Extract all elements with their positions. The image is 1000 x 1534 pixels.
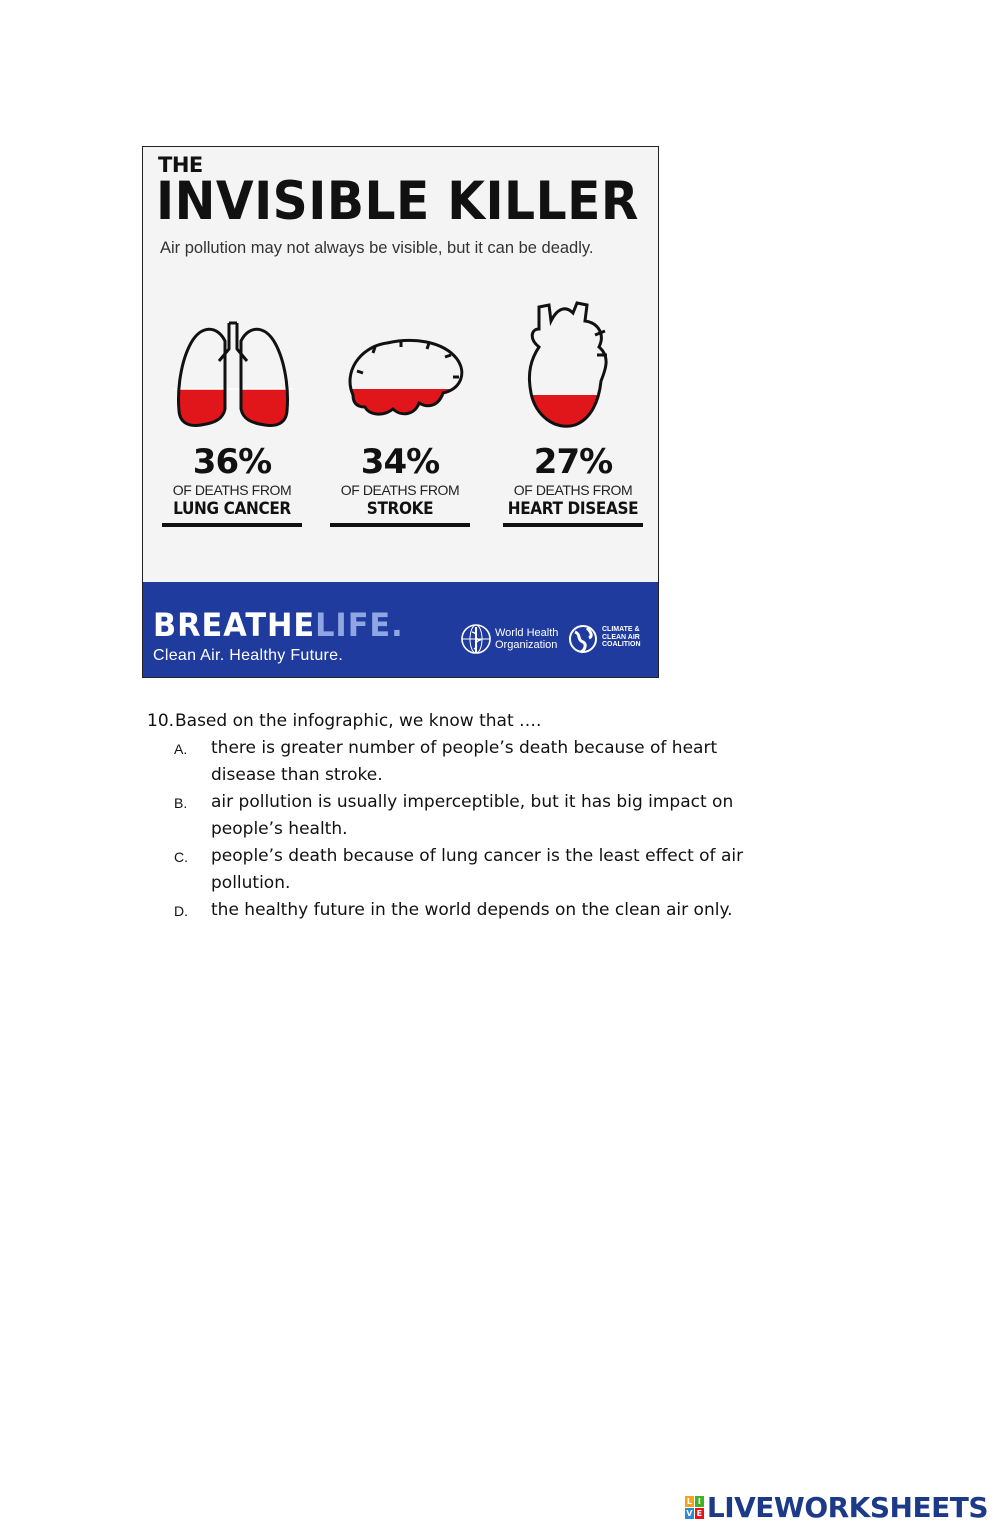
- stat-percent: 34%: [360, 442, 440, 482]
- stat-underline: [162, 523, 302, 527]
- ccac-globe-icon: [567, 622, 599, 656]
- option-letter: C.: [174, 849, 188, 865]
- liveworksheets-text: LIVEWORKSHEETS: [706, 1491, 988, 1524]
- stat-lung-cancer: [157, 442, 307, 527]
- who-label: World Health Organization: [495, 627, 559, 651]
- option-letter: B.: [174, 795, 188, 811]
- lungs-icon: [173, 319, 293, 431]
- option-d[interactable]: [174, 897, 787, 925]
- ccac-label: CLIMATE & CLEAN AIR COALITION: [602, 626, 641, 648]
- who-emblem-icon: [459, 622, 493, 656]
- stat-underline: [503, 523, 643, 527]
- stat-cause: STROKE: [366, 499, 434, 519]
- liveworksheets-grid-icon: L I V E: [686, 1497, 703, 1518]
- option-b[interactable]: [174, 789, 787, 843]
- infographic-subtitle: Air pollution may not always be visible, but it can be deadly.: [160, 239, 594, 257]
- stat-stroke: [325, 442, 475, 527]
- stat-percent: 27%: [533, 442, 613, 482]
- stat-underline: [330, 523, 470, 527]
- question-text: Based on the infographic, we know that ….: [175, 711, 542, 731]
- stat-cause: LUNG CANCER: [173, 499, 291, 519]
- question-stem: [147, 708, 787, 735]
- option-text: people’s death because of lung cancer is the least effect of air pollution.: [211, 846, 744, 893]
- breathelife-logo: BREATHELIFE.: [153, 606, 404, 644]
- question-10: [147, 708, 787, 925]
- stat-caption: OF DEATHS FROM: [172, 482, 292, 498]
- liveworksheets-logo[interactable]: [685, 1491, 988, 1524]
- infographic: [142, 146, 659, 678]
- stat-caption: OF DEATHS FROM: [340, 482, 460, 498]
- brain-icon: [343, 333, 468, 423]
- option-letter: A.: [174, 741, 188, 757]
- option-text: the healthy future in the world depends on the clean air only.: [211, 900, 733, 920]
- question-number: 10.: [147, 711, 175, 731]
- option-c[interactable]: [174, 843, 787, 897]
- infographic-the: THE: [158, 153, 203, 177]
- infographic-footer: [143, 582, 658, 677]
- stat-cause: HEART DISEASE: [507, 499, 639, 519]
- option-a[interactable]: [174, 735, 787, 789]
- stat-percent: 36%: [192, 442, 272, 482]
- stat-heart-disease: [498, 442, 648, 527]
- infographic-title: INVISIBLE KILLER: [156, 171, 639, 232]
- stat-caption: OF DEATHS FROM: [513, 482, 633, 498]
- option-letter: D.: [174, 903, 188, 919]
- option-text: there is greater number of people’s death because of heart disease than stroke.: [211, 738, 718, 785]
- tagline: Clean Air. Healthy Future.: [153, 647, 344, 664]
- option-text: air pollution is usually imperceptible, but it has big impact on people’s health.: [211, 792, 734, 839]
- heart-icon: [525, 299, 615, 431]
